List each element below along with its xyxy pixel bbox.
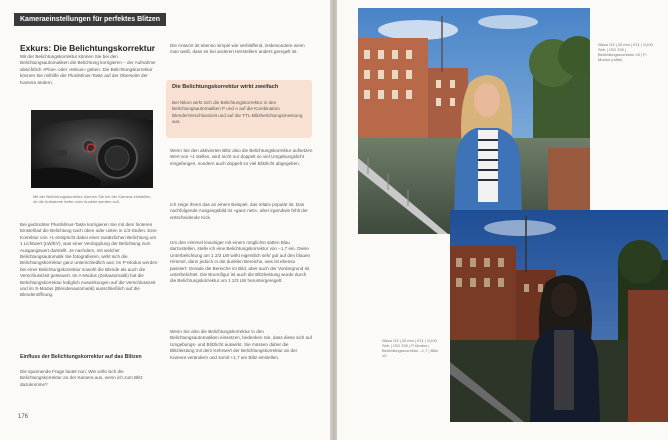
- portrait-scene-bright: [358, 8, 590, 234]
- paragraph-double: Wenn Sie den aktivierten Blitz also die Belichtungskorrektur aufsetzen Wert von +1 stellen, wird nicht nur doppelt so viel Umgebungslicht eingefangen, sondern auch doppelt so viel Blitzlicht abgegeben.: [170, 148, 313, 166]
- subsection-title: Einfluss der Belichtungskorrektur auf das Blitzen: [20, 354, 142, 360]
- paragraph-intro: Mit der Belichtungskorrektur können Sie bei den Belichtungsautomatiken die Belichtung korrigieren – der Aufnahme absichtlich »Plus« oder »Minus« geben. Die Belichtungskorrektur können Sie mithilfe der Plus/Minus-Taste auf der Oberseite der Kamera ändern.: [20, 54, 156, 85]
- paragraph-question: Die spannende Frage lautet nun: Wie wirkt sich die Belichtungskorrektur an der Kamera aus, wenn ich zum Blitz dazukomme?: [20, 369, 143, 387]
- paragraph-answer: Die Antwort ist ebenso simpel wie verblüffend, insbesondere wenn man weiß, dass es bei anderen Herstellern anders geregelt ist.: [170, 43, 305, 55]
- camera-button-photo: [31, 110, 153, 188]
- top-photo-caption: Nikon D3 | 20 mm | f/11 | 1/100 Sek. | ISO 200 | Belichtungskorrektur ±0 | P-Modus (mitte): [598, 42, 653, 62]
- page-number: 176: [18, 414, 29, 420]
- chapter-tab: Kameraeinstellungen für perfektes Blitzen: [14, 13, 166, 26]
- left-page: [0, 0, 332, 440]
- section-title: Exkurs: Die Belichtungskorrektur: [20, 43, 156, 53]
- paragraph-sky: Um den Himmel knackiger mit einem möglichst satten Blau darzustellen, stelle ich eine Belichtungskorrektur von –1,7 ein. Diese Unterbelichtung um 1 2/3 LW wirkt eigentlich sehr gut auf den blauen Himmel, dann jedoch in die dunklen Bereiche, was ist ebenso passiert: Gerade die Bereiche im Bild, aber auch der Vordergrund ist unterbelichtet. Die Brunnfigur ist auch die Blitzleistung wurde durch die Belichtungskorrektur um 1 2/3 LW heruntergeregelt.: [170, 240, 311, 284]
- portrait-photo-underexposed: [450, 210, 668, 422]
- info-box: [166, 80, 312, 138]
- camera-caption: Mit der Belichtungskorrektur können Sie bei der Kamera einstellen, ob die Aufnahme heller oder dunkler werden soll.: [33, 194, 152, 204]
- paragraph-example: Ich zeige Ihnen das an einem Beispiel, das relativ populär ist. Das nachfolgende Ausgangsbild ist »ganz nett«, aber irgendwie fehlt der entscheidende Kick.: [170, 202, 308, 220]
- portrait-scene-dark: [450, 210, 668, 422]
- paragraph-conclusion: Wenn Sie also die Belichtungskorrektur in den Belichtungsautomatiken einsetzen, bedenken Sie, dass diese sich auf Umgebungs- und Blitzlicht auswirkt. Sie müssen daher die Blitzleistung mit dem Kehrwert der Belichtungskorrektur an der Kamera verändern und somit +1,7 am Blitz einstellen.: [170, 329, 312, 360]
- paragraph-modes: Bei gedrückter Plus/Minus-Taste korrigieren Sie mit dem hinteren Einstellrad die Belichtung nach oben oder unten in 1/3-Stufen. Eine Korrektur von +1 entspricht dabei einer zusätzlichen Belichtung um 1 Lichtwert (LW/EV), was einer Verdopplung der Belichtung zum Ausgangswert darstellt. Je nachdem, mit welcher Belichtungsautomatik Sie fotografieren, wirkt sich die Belichtungskorrektur ganz unterschiedlich aus: Im P-Modus werden bei einer Belichtungskorrektur sowohl die Blende als auch die Verschlusszeit gesteuert. Im A-Modus (Zeitautomatik) hat die Belichtungskorrektur lediglich Auswirkungen auf die Verschlusszeit und im S-Modus (Blendenautomatik) ausschließlich auf die Blendenöffnung.: [20, 222, 158, 298]
- camera-illustration: [31, 110, 153, 188]
- info-box-text: Bei Nikon wirkt sich die Belichtungskorrektur in den Belichtungsautomatiken P und A auf die Kombination Blende/Verschlusszeit und auf die TTL-Blitzbelichtungsmessung aus.: [172, 100, 303, 125]
- portrait-photo-normal: [358, 8, 590, 234]
- bottom-photo-caption: Nikon D3 | 20 mm | f/11 | 1/100 Sek. | ISO 200 | P-Modus | Belichtungskorrektur –1,7 | Blitz ±0: [382, 338, 439, 358]
- info-box-title: Die Belichtungskorrektur wirkt zweifach: [172, 84, 279, 90]
